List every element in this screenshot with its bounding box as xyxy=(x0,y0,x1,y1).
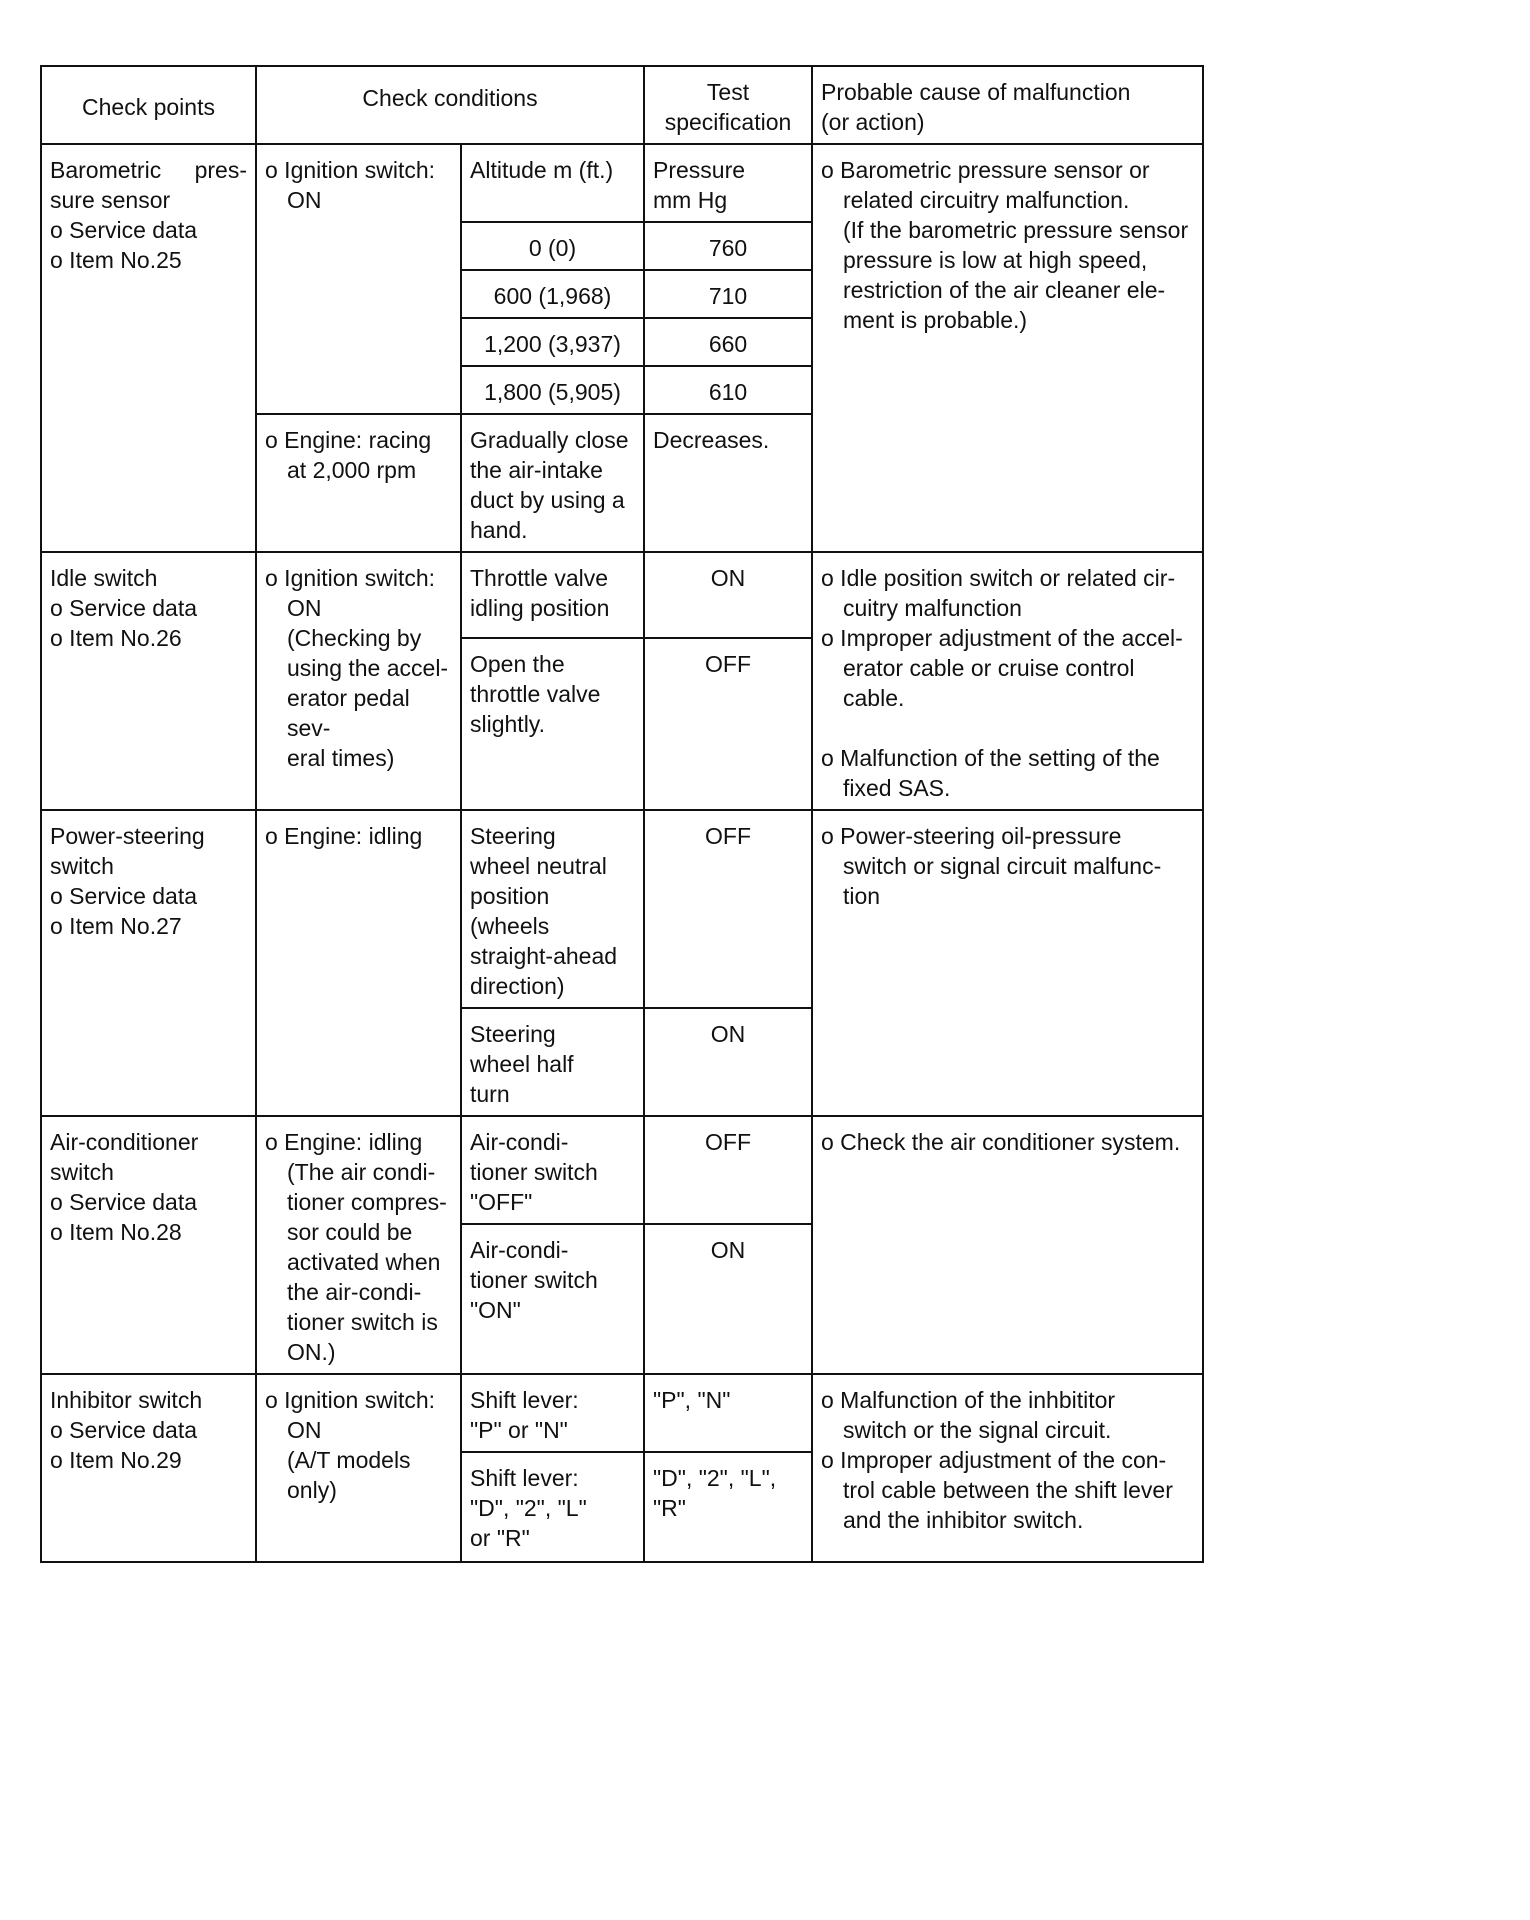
table-row xyxy=(41,810,1203,1008)
spec-value: ON xyxy=(644,1008,812,1116)
header-check-points: Check points xyxy=(41,66,256,144)
condition-detail: Throttle valve idling position xyxy=(461,552,644,638)
spec-value: ON xyxy=(644,552,812,638)
spec-value: "P", "N" xyxy=(644,1374,812,1452)
condition-cell: o Ignition switch: ON (Checking by using the accel- erator pedal sev- eral times) xyxy=(256,552,461,810)
condition-cell: o Engine: idling xyxy=(256,810,461,1116)
cause-cell: o Check the air conditioner system. xyxy=(812,1116,1203,1374)
condition-cell: o Engine: racing at 2,000 rpm xyxy=(256,414,461,552)
inspection-table xyxy=(40,65,1204,1563)
pressure-value: 610 xyxy=(644,366,812,414)
pressure-value: 660 xyxy=(644,318,812,366)
spec-value: OFF xyxy=(644,1116,812,1224)
check-point-cell: Power-steering switch o Service data o Item No.27 xyxy=(41,810,256,1116)
pressure-value: 710 xyxy=(644,270,812,318)
condition-detail: Shift lever: "P" or "N" xyxy=(461,1374,644,1452)
condition-cell: o Engine: idling (The air condi- tioner compres- sor could be activated when the air-condi- tioner switch is ON.) xyxy=(256,1116,461,1374)
condition-detail: Shift lever: "D", "2", "L" or "R" xyxy=(461,1452,644,1562)
header-test-specification: Test specification xyxy=(644,66,812,144)
check-point-cell: Air-conditioner switch o Service data o Item No.28 xyxy=(41,1116,256,1374)
altitude-value: 1,800 (5,905) xyxy=(461,366,644,414)
spec-value: Decreases. xyxy=(644,414,812,552)
table-row xyxy=(41,1116,1203,1224)
cause-cell: o Barometric pressure sensor or related circuitry malfunction. (If the barometric pressure sensor pressure is low at high speed, restriction of the air cleaner ele- ment is probable.) xyxy=(812,144,1203,552)
altitude-value: 1,200 (3,937) xyxy=(461,318,644,366)
header-check-conditions: Check conditions xyxy=(256,66,644,144)
altitude-value: 600 (1,968) xyxy=(461,270,644,318)
spec-value: "D", "2", "L", "R" xyxy=(644,1452,812,1562)
check-point-cell: Barometric pres- sure sensor o Service data o Item No.25 xyxy=(41,144,256,552)
table-row xyxy=(41,552,1203,638)
cause-cell: o Malfunction of the inhbititor switch or the signal circuit. o Improper adjustment of the con- trol cable between the shift lever and the inhibitor switch. xyxy=(812,1374,1203,1562)
check-point-cell: Idle switch o Service data o Item No.26 xyxy=(41,552,256,810)
condition-detail: Steering wheel half turn xyxy=(461,1008,644,1116)
condition-detail: Open the throttle valve slightly. xyxy=(461,638,644,810)
condition-detail: Air-condi- tioner switch "ON" xyxy=(461,1224,644,1374)
condition-detail: Air-condi- tioner switch "OFF" xyxy=(461,1116,644,1224)
spec-value: OFF xyxy=(644,810,812,1008)
condition-cell: o Ignition switch: ON (A/T models only) xyxy=(256,1374,461,1562)
pressure-value: 760 xyxy=(644,222,812,270)
spec-value: OFF xyxy=(644,638,812,810)
spec-value: ON xyxy=(644,1224,812,1374)
condition-detail: Steering wheel neutral position (wheels straight-ahead direction) xyxy=(461,810,644,1008)
header-row xyxy=(41,66,1203,144)
condition-detail: Gradually close the air-intake duct by using a hand. xyxy=(461,414,644,552)
cause-cell: o Idle position switch or related cir- cuitry malfunction o Improper adjustment of the accel- erator cable or cruise control cable. o Malfunction of the setting of the fixed SAS. xyxy=(812,552,1203,810)
condition-cell: o Ignition switch: ON xyxy=(256,144,461,414)
table-row xyxy=(41,1374,1203,1452)
check-point-cell: Inhibitor switch o Service data o Item No.29 xyxy=(41,1374,256,1562)
cause-cell: o Power-steering oil-pressure switch or signal circuit malfunc- tion xyxy=(812,810,1203,1116)
pressure-header: Pressure mm Hg xyxy=(644,144,812,222)
table-row xyxy=(41,144,1203,222)
altitude-header: Altitude m (ft.) xyxy=(461,144,644,222)
altitude-value: 0 (0) xyxy=(461,222,644,270)
header-probable-cause: Probable cause of malfunction (or action) xyxy=(812,66,1203,144)
